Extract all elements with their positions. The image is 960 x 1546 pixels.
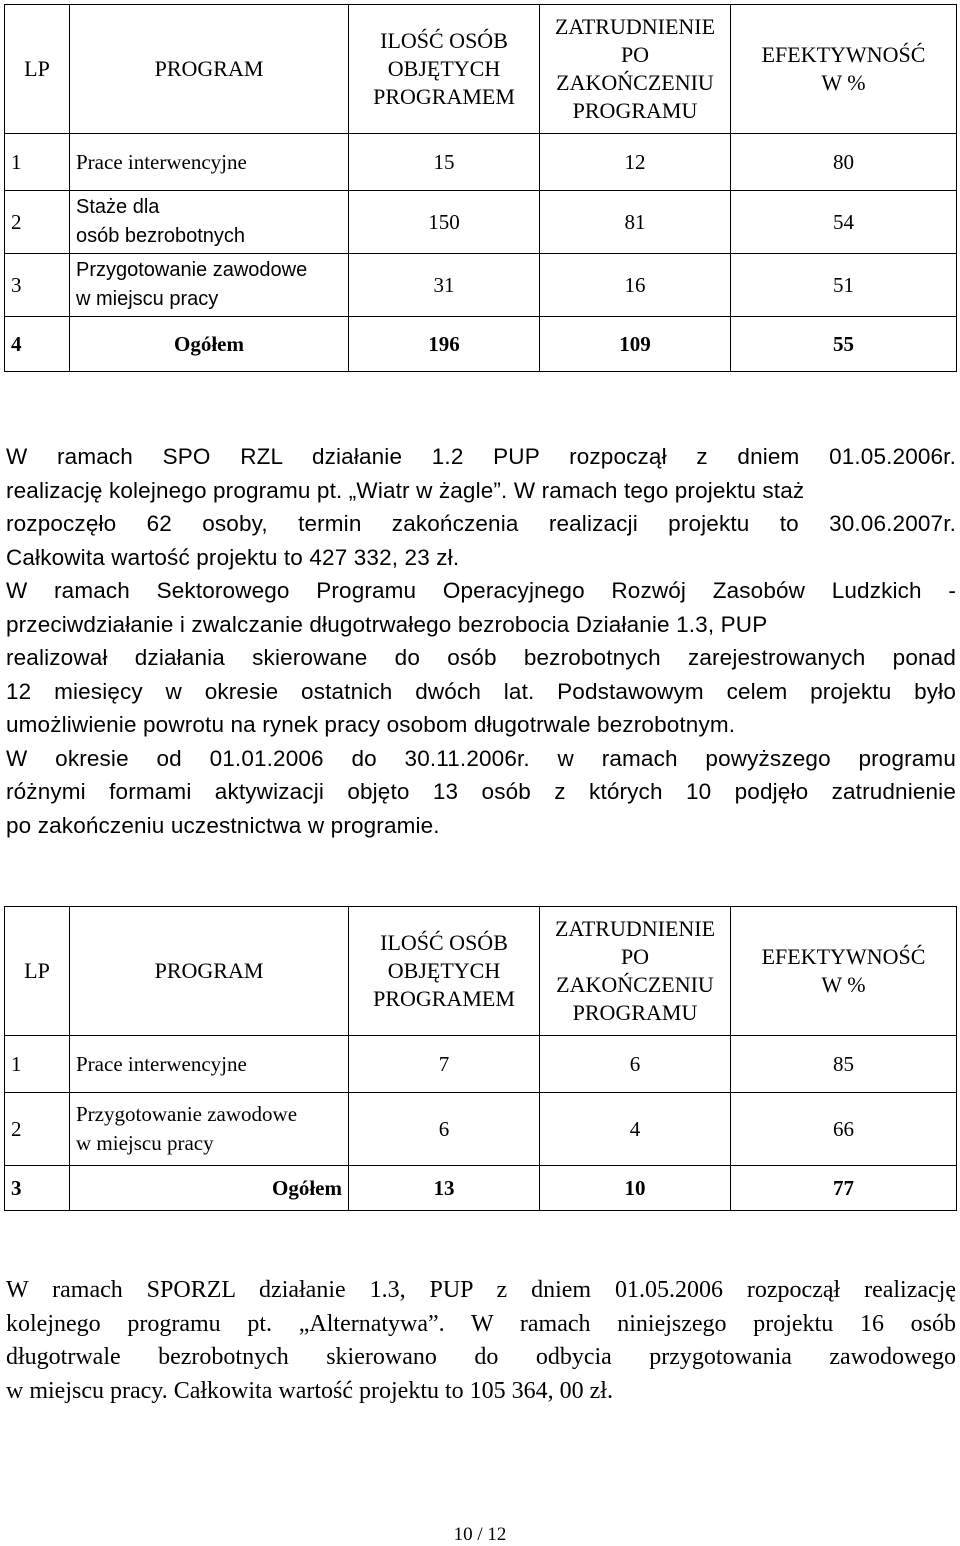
header-efektywnosc (731, 5, 957, 134)
cell-total-label: Ogółem (70, 317, 349, 372)
table-header-row (5, 907, 957, 1036)
text-line: rozpoczęło 62 osoby, termin zakończenia realizacji projektu to 30.06.2007r. (6, 511, 956, 536)
cell-ilosc: 15 (349, 134, 540, 191)
text-line: kolejnego programu pt. „Alternatywa”. W ramach niniejszego projektu 16 osób (6, 1310, 956, 1337)
header-efektywnosc-line: EFEKTYWNOŚĆ (761, 944, 926, 969)
table-row (5, 134, 957, 191)
cell-ilosc: 7 (349, 1036, 540, 1093)
table-row (5, 191, 957, 254)
cell-zatrudnienie: 16 (540, 254, 731, 317)
header-ilosc-line: OBJĘTYCH (387, 958, 501, 983)
header-ilosc-line: ILOŚĆ OSÓB (380, 930, 508, 955)
cell-total-label: Ogółem (70, 1166, 349, 1211)
header-efektywnosc-line: W % (821, 972, 866, 997)
header-ilosc (349, 907, 540, 1036)
cell-efektywnosc: 80 (731, 134, 957, 191)
header-zatrudnienie-line: PO (620, 944, 650, 969)
cell-efektywnosc: 51 (731, 254, 957, 317)
cell-lp: 4 (5, 317, 70, 372)
header-zatrudnienie-line: ZATRUDNIENIE (554, 14, 716, 39)
header-zatrudnienie (540, 5, 731, 134)
cell-efektywnosc: 55 (731, 317, 957, 372)
employment-programs-table-1 (4, 4, 957, 372)
cell-program: Prace interwencyjne (70, 134, 349, 191)
header-zatrudnienie-line: PO (620, 42, 650, 67)
cell-program-line: Przygotowanie zawodowe (76, 1102, 298, 1126)
table-row (5, 1093, 957, 1166)
header-ilosc-line: ILOŚĆ OSÓB (380, 28, 508, 53)
cell-zatrudnienie: 10 (540, 1166, 731, 1211)
header-efektywnosc-line: EFEKTYWNOŚĆ (761, 42, 926, 67)
header-efektywnosc-line: W % (821, 70, 866, 95)
page-number: 10 / 12 (453, 1524, 507, 1545)
text-line: W okresie od 01.01.2006 do 30.11.2006r. w ramach powyższego programu (6, 745, 956, 771)
cell-program-line: Przygotowanie zawodowe (76, 259, 308, 281)
cell-program: Prace interwencyjne (70, 1036, 349, 1093)
cell-lp: 1 (5, 1036, 70, 1093)
table-total-row (5, 317, 957, 372)
cell-lp: 3 (5, 254, 70, 317)
header-program: PROGRAM (70, 907, 349, 1036)
text-line: 12 miesięcy w okresie ostatnich dwóch lat. Podstawowym celem projektu było (6, 678, 956, 704)
text-line: W ramach SPORZL działanie 1.3, PUP z dniem 01.05.2006 rozpoczął realizację (6, 1277, 956, 1303)
text-line: W ramach Sektorowego Programu Operacyjnego Rozwój Zasobów Ludzkich - (6, 578, 956, 603)
header-lp: LP (5, 5, 70, 134)
header-ilosc-line: PROGRAMEM (373, 84, 515, 109)
text-line: Całkowita wartość projektu to 427 332, 23 zł. (6, 544, 460, 570)
header-lp: LP (5, 907, 70, 1036)
cell-zatrudnienie: 12 (540, 134, 731, 191)
text-line: umożliwienie powrotu na rynek pracy osobom długotrwale bezrobotnym. (6, 712, 736, 737)
cell-ilosc: 6 (349, 1093, 540, 1166)
header-zatrudnienie-line: ZATRUDNIENIE (554, 916, 716, 941)
cell-zatrudnienie: 4 (540, 1093, 731, 1166)
header-zatrudnienie-line: ZAKOŃCZENIU (556, 70, 714, 95)
cell-program-line: w miejscu pracy (76, 1131, 214, 1155)
cell-ilosc: 13 (349, 1166, 540, 1211)
text-line: przeciwdziałanie i zwalczanie długotrwałego bezrobocia Działanie 1.3, PUP (6, 611, 768, 637)
text-line: realizował działania skierowane do osób bezrobotnych zarejestrowanych ponad (6, 645, 956, 670)
cell-program-line: osób bezrobotnych (76, 225, 246, 247)
text-line: po zakończeniu uczestnictwa w programie. (6, 812, 440, 838)
table-row (5, 254, 957, 317)
cell-zatrudnienie: 109 (540, 317, 731, 372)
cell-zatrudnienie: 6 (540, 1036, 731, 1093)
cell-lp: 1 (5, 134, 70, 191)
paragraph-spo-rzl (6, 440, 956, 842)
cell-zatrudnienie: 81 (540, 191, 731, 254)
cell-efektywnosc: 54 (731, 191, 957, 254)
cell-ilosc: 150 (349, 191, 540, 254)
cell-efektywnosc: 77 (731, 1166, 957, 1211)
text-line: realizację kolejnego programu pt. „Wiatr w żagle”. W ramach tego projektu staż (6, 477, 805, 503)
table-header-row (5, 5, 957, 134)
cell-program-line: w miejscu pracy (76, 288, 219, 310)
employment-programs-table-2 (4, 906, 957, 1211)
text-line: w miejscu pracy. Całkowita wartość projektu to 105 364, 00 zł. (6, 1377, 613, 1404)
header-zatrudnienie (540, 907, 731, 1036)
cell-program (70, 254, 349, 317)
header-zatrudnienie-line: PROGRAMU (572, 98, 698, 123)
text-line: W ramach SPO RZL działanie 1.2 PUP rozpoczął z dniem 01.05.2006r. (6, 444, 956, 469)
cell-lp: 3 (5, 1166, 70, 1211)
text-line: różnymi formami aktywizacji objęto 13 osób z których 10 podjęło zatrudnienie (6, 779, 956, 804)
cell-ilosc: 31 (349, 254, 540, 317)
header-ilosc (349, 5, 540, 134)
cell-efektywnosc: 85 (731, 1036, 957, 1093)
header-efektywnosc (731, 907, 957, 1036)
cell-program (70, 1093, 349, 1166)
cell-lp: 2 (5, 191, 70, 254)
cell-efektywnosc: 66 (731, 1093, 957, 1166)
table-total-row (5, 1166, 957, 1211)
paragraph-alternatywa (6, 1274, 956, 1408)
header-zatrudnienie-line: ZAKOŃCZENIU (556, 972, 714, 997)
table-row (5, 1036, 957, 1093)
header-ilosc-line: PROGRAMEM (373, 986, 515, 1011)
text-line: długotrwale bezrobotnych skierowano do odbycia przygotowania zawodowego (6, 1344, 956, 1371)
header-ilosc-line: OBJĘTYCH (387, 56, 501, 81)
cell-program-line: Staże dla (76, 196, 160, 218)
header-zatrudnienie-line: PROGRAMU (572, 1000, 698, 1025)
cell-program (70, 191, 349, 254)
cell-lp: 2 (5, 1093, 70, 1166)
header-program: PROGRAM (70, 5, 349, 134)
cell-ilosc: 196 (349, 317, 540, 372)
